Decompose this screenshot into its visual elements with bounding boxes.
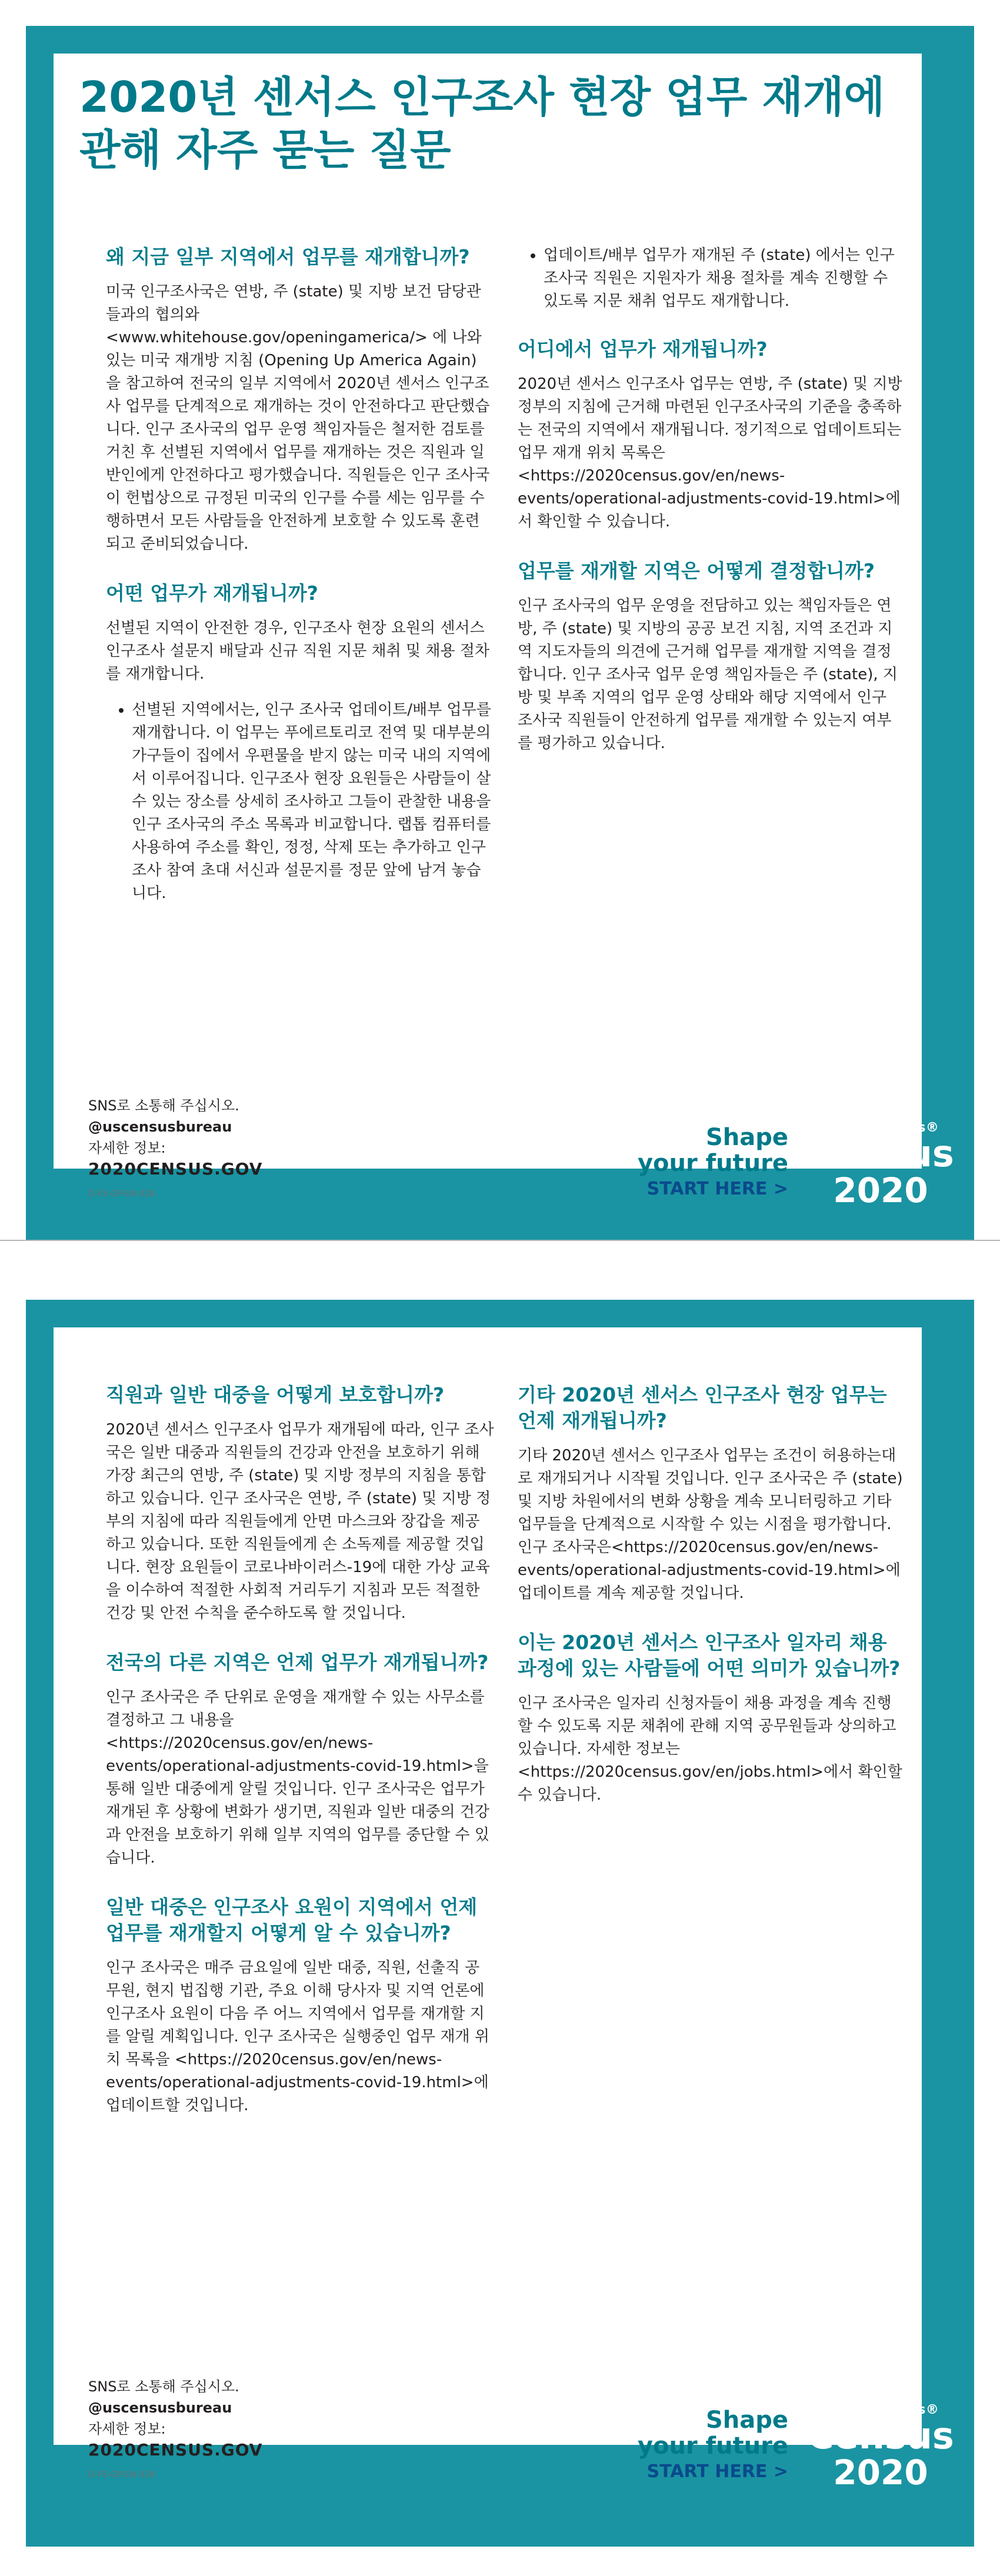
section-heading: 일반 대중은 인구조사 요원이 지역에서 언제 업무를 재개할지 어떻게 알 수 있습니까? [106,1896,478,1944]
section-body: 인구 조사국의 업무 운영을 전담하고 있는 책임자들은 연방, 주 (state) 및 지방의 공공 보건 지침, 지역 조건과 지역 지도자들의 의견에 근거해 업무를 재개할 지역을 결정합니다. 인구 조사국 업무 운영 책임자들은 주 (state), 지방 및 부족 지역의 업무 운영 상태와 해당 지역에서 인구 조사국 직원들이 안전하게 업무를 재개할 수 있는지 여부를 평가하고 있습니다. [518,597,898,752]
shape-your-future-tagline [638,1125,788,1202]
tagline-line: Shape [705,2407,788,2434]
social-label: SNS로 소통해 주십시오. [88,2378,239,2395]
section-heading: 직원과 일반 대중을 어떻게 보호합니까? [106,1383,445,1406]
footer [88,2376,262,2485]
website-link[interactable]: 2020CENSUS.GOV [88,1159,263,1179]
section-heading: 기타 2020년 센서스 인구조사 현장 업무는 언제 재개됩니까? [518,1383,887,1432]
document-code: D-FS-GP-EN-028 [88,2470,155,2480]
census-2020-logo [801,1120,960,1208]
section-heading: 어디에서 업무가 재개됩니까? [518,338,768,361]
section-heading: 어떤 업무가 재개됩니까? [106,582,318,605]
bullet-list [518,244,906,313]
section-body: 미국 인구조사국은 연방, 주 (state) 및 지방 보건 담당관들과의 협의와 <www.whitehouse.gov/openingamerica/> 에 나와 있는 미국 재개방 지침 (Opening Up America Again) 을 참고하여 전국의 일부 지역에서 2020년 센서스 인구조사 업무를 단계적으로 재개하는 것이 안전하다고 판단했습니다. 인구 조사국의 업무 운영 책임자들은 철저한 검토를 거친 후 선별된 지역에서 업무를 재개하는 것은 직원과 일반인에게 안전하다고 평가했습니다. 직원들은 인구 조사국이 헌법상으로 규정된 미국의 인구를 수를 세는 임무를 수행하면서 모든 사람들을 안전하게 보호할 수 있도록 훈련되고 준비되었습니다. [106,283,490,553]
section-heading: 업무를 재개할 지역은 어떻게 결정합니까? [518,559,875,582]
section-body: 인구 조사국은 주 단위로 운영을 재개할 수 있는 사무소를 결정하고 그 내용을 <https://2020census.gov/en/news-events/operational-adjustments-covid-19.html>을 통해 일반 대중에게 알릴 것입니다. 인구 조사국은 업무가 재개된 후 상황에 변화가 생기면, 직원과 일반 대중의 건강과 안전을 보호하기 위해 일부 지역의 업무를 중단할 수 있습니다. [106,1689,490,1867]
section-body: 기타 2020년 센서스 인구조사 업무는 조건이 허용하는대로 재개되거나 시작될 것입니다. 인구 조사국은 주 (state) 및 지방 차원에서의 변화 상황을 계속 모니터링하고 기타 업무들을 단계적으로 시작할 수 있는 시점을 평가합니다. 인구 조사국은<https://2020census.gov/en/news-events/operational-adjustments-covid-19.html>에 업데이트를 계속 제공할 것입니다. [518,1447,903,1602]
start-here-link[interactable]: START HERE > [646,1179,788,1199]
more-info-label: 자세한 정보: [88,1140,166,1156]
census-2020-logo [801,2403,960,2490]
tagline-line: your future [637,2432,788,2460]
tagline-line: Shape [705,1124,788,1151]
right-column [518,244,906,780]
logo-united-states: United States® [822,1120,939,1135]
page-1 [0,0,1000,1274]
section-body: 2020년 센서스 인구조사 업무가 재개됨에 따라, 인구 조사국은 일반 대중과 직원들의 건강과 안전을 보호하기 위해 가장 최근의 연방, 주 (state) 및 지방 정부의 지침을 통합하고 있습니다. 인구 조사국은 연방, 주 (state) 및 지방 정부의 지침에 따라 직원들에게 안면 마스크와 장갑을 제공하고 있습니다. 또한 직원들에게 손 소독제를 제공할 것입니다. 현장 요원들이 코로나바이러스-19에 대한 가상 교육을 이수하여 적절한 사회적 거리두기 지침과 모든 적절한 건강 및 안전 수칙을 준수하도록 할 것입니다. [106,1421,494,1622]
more-info-label: 자세한 정보: [88,2421,166,2437]
logo-census: Census [807,1132,954,1175]
list-item: • 선별된 지역에서는, 인구 조사국 업데이트/배부 업무를 재개합니다. 이 업무는 푸에르토리코 전역 및 대부분의 가구들이 집에서 우편물을 받지 않는 미국 내의 지역에서 이루어집니다. 인구조사 현장 요원들은 사람들이 살 수 있는 장소를 상세히 조사하고 그들이 관찰한 내용을 인구 조사국의 주소 목록과 비교합니다. 랩톱 컴퓨터를 사용하여 주소를 확인, 정정, 삭제 또는 추가하고 인구조사 참여 초대 서신과 설문지를 정문 앞에 남겨 놓습니다. [132,699,494,905]
section-body: 인구 조사국은 일자리 신청자들이 채용 과정을 계속 진행할 수 있도록 지문 채취에 관해 지역 공무원들과 상의하고 있습니다. 자세한 정보는 <https://2020census.gov/en/jobs.html>에서 확인할 수 있습니다. [518,1694,902,1804]
website-link[interactable]: 2020CENSUS.GOV [88,2440,263,2460]
social-label: SNS로 소통해 주십시오. [88,1097,239,1114]
tagline-line: your future [637,1150,788,1177]
page-title: 2020년 센서스 인구조사 현장 업무 재개에 관해 자주 묻는 질문 [79,72,885,175]
logo-year: 2020 [833,2452,928,2492]
section-heading: 왜 지금 일부 지역에서 업무를 재개합니까? [106,245,470,268]
page-2 [0,1240,1000,2576]
section-body: 2020년 센서스 인구조사 업무는 연방, 주 (state) 및 지방 정부의 지침에 근거해 마련된 인구조사국의 기준을 충족하는 전국의 지역에서 재개됩니다. 정기적으로 업데이트되는 업무 재개 위치 목록은 <https://2020census.gov/en/news-events/operational-adjustments-covid-19.html>에서 확인할 수 있습니다. [518,375,902,530]
section-heading: 이는 2020년 센서스 인구조사 일자리 채용 과정에 있는 사람들에 어떤 의미가 있습니까? [518,1631,901,1680]
section-heading: 전국의 다른 지역은 언제 업무가 재개됩니까? [106,1651,489,1674]
footer [88,1095,262,1204]
left-column [106,244,494,929]
logo-year: 2020 [833,1170,928,1210]
left-column [106,1382,494,2142]
logo-census: Census [807,2414,954,2457]
social-handle-link[interactable]: @uscensusbureau [88,2400,232,2416]
bullet-list [106,699,494,905]
shape-your-future-tagline [638,2407,788,2485]
document-code: D-FS-GP-EN-028 [88,1189,155,1199]
social-handle-link[interactable]: @uscensusbureau [88,1119,232,1135]
start-here-link[interactable]: START HERE > [646,2461,788,2482]
right-column [518,1382,906,1831]
section-body: 선별된 지역이 안전한 경우, 인구조사 현장 요원의 센서스 인구조사 설문지 배달과 신규 직원 지문 채취 및 채용 절차를 재개합니다. [106,619,490,683]
logo-united-states: United States® [822,2403,939,2417]
list-item: • 업데이트/배부 업무가 재개된 주 (state) 에서는 인구 조사국 직원은 지원자가 채용 절차를 계속 진행할 수 있도록 지문 채취 업무도 재개합니다. [544,244,906,313]
section-body: 인구 조사국은 매주 금요일에 일반 대중, 직원, 선출직 공무원, 현지 법집행 기관, 주요 이해 당사자 및 지역 언론에 인구조사 요원이 다음 주 어느 지역에서 업무를 재개할 지를 알릴 계획입니다. 인구 조사국은 실행중인 업무 재개 위치 목록을 <https://2020census.gov/en/news-events/operational-adjustments-covid-19.html>에 업데이트할 것입니다. [106,1959,490,2114]
